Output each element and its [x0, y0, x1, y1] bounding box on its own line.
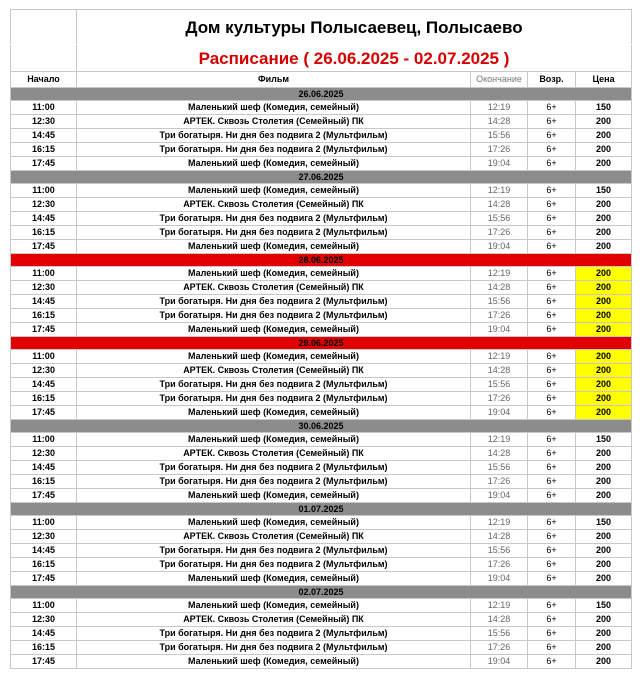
- session-age-rating: 6+: [528, 226, 576, 240]
- session-film-title: Три богатыря. Ни дня без подвига 2 (Мультфильм): [77, 544, 471, 558]
- subtitle-spacer: [11, 45, 77, 72]
- session-start-time: 12:30: [11, 281, 77, 295]
- date-label: 27.06.2025: [11, 171, 632, 184]
- session-age-rating: 6+: [528, 129, 576, 143]
- session-row: [11, 641, 632, 655]
- session-row: [11, 572, 632, 586]
- session-start-time: 11:00: [11, 599, 77, 613]
- date-label: 02.07.2025: [11, 586, 632, 599]
- session-film-title: Маленький шеф (Комедия, семейный): [77, 184, 471, 198]
- date-row: [11, 254, 632, 267]
- session-film-title: Три богатыря. Ни дня без подвига 2 (Мультфильм): [77, 475, 471, 489]
- session-age-rating: 6+: [528, 530, 576, 544]
- session-price: 200: [576, 392, 632, 406]
- column-header-price: Цена: [576, 72, 632, 88]
- session-start-time: 17:45: [11, 489, 77, 503]
- session-price: 200: [576, 572, 632, 586]
- session-price: 200: [576, 240, 632, 254]
- session-film-title: АРТЕК. Сквозь Столетия (Семейный) ПК: [77, 530, 471, 544]
- column-header-age: Возр.: [528, 72, 576, 88]
- column-header-end: Окончание: [471, 72, 528, 88]
- session-film-title: Три богатыря. Ни дня без подвига 2 (Мультфильм): [77, 558, 471, 572]
- session-row: [11, 489, 632, 503]
- session-price: 150: [576, 101, 632, 115]
- session-age-rating: 6+: [528, 475, 576, 489]
- session-end-time: 14:28: [471, 115, 528, 129]
- session-row: [11, 157, 632, 171]
- session-row: [11, 184, 632, 198]
- session-age-rating: 6+: [528, 295, 576, 309]
- session-film-title: Три богатыря. Ни дня без подвига 2 (Мультфильм): [77, 295, 471, 309]
- session-end-time: 14:28: [471, 530, 528, 544]
- session-end-time: 19:04: [471, 655, 528, 669]
- session-end-time: 14:28: [471, 198, 528, 212]
- date-row: [11, 586, 632, 599]
- session-start-time: 14:45: [11, 544, 77, 558]
- session-row: [11, 406, 632, 420]
- session-age-rating: 6+: [528, 392, 576, 406]
- session-film-title: Три богатыря. Ни дня без подвига 2 (Мультфильм): [77, 627, 471, 641]
- session-row: [11, 350, 632, 364]
- session-price: 200: [576, 323, 632, 337]
- session-age-rating: 6+: [528, 157, 576, 171]
- session-row: [11, 544, 632, 558]
- session-row: [11, 475, 632, 489]
- session-end-time: 14:28: [471, 613, 528, 627]
- schedule-table: [10, 9, 632, 669]
- date-label: 26.06.2025: [11, 88, 632, 101]
- date-row: [11, 88, 632, 101]
- session-age-rating: 6+: [528, 281, 576, 295]
- session-row: [11, 392, 632, 406]
- session-end-time: 12:19: [471, 516, 528, 530]
- session-start-time: 12:30: [11, 530, 77, 544]
- date-row: [11, 420, 632, 433]
- session-start-time: 11:00: [11, 433, 77, 447]
- schedule-body: [11, 88, 632, 669]
- session-price: 200: [576, 364, 632, 378]
- session-age-rating: 6+: [528, 447, 576, 461]
- session-age-rating: 6+: [528, 323, 576, 337]
- session-start-time: 12:30: [11, 115, 77, 129]
- session-start-time: 12:30: [11, 447, 77, 461]
- session-price: 200: [576, 378, 632, 392]
- title-spacer: [11, 10, 77, 45]
- session-row: [11, 267, 632, 281]
- session-row: [11, 378, 632, 392]
- session-start-time: 12:30: [11, 613, 77, 627]
- session-price: 200: [576, 641, 632, 655]
- session-row: [11, 323, 632, 337]
- session-age-rating: 6+: [528, 198, 576, 212]
- session-end-time: 17:26: [471, 309, 528, 323]
- session-price: 200: [576, 544, 632, 558]
- session-film-title: Маленький шеф (Комедия, семейный): [77, 157, 471, 171]
- session-end-time: 15:56: [471, 295, 528, 309]
- session-price: 200: [576, 157, 632, 171]
- session-start-time: 11:00: [11, 350, 77, 364]
- session-start-time: 12:30: [11, 198, 77, 212]
- session-film-title: Три богатыря. Ни дня без подвига 2 (Мультфильм): [77, 309, 471, 323]
- session-film-title: Три богатыря. Ни дня без подвига 2 (Мультфильм): [77, 129, 471, 143]
- session-start-time: 16:15: [11, 392, 77, 406]
- session-end-time: 12:19: [471, 599, 528, 613]
- session-row: [11, 309, 632, 323]
- session-age-rating: 6+: [528, 627, 576, 641]
- session-end-time: 15:56: [471, 212, 528, 226]
- session-price: 200: [576, 613, 632, 627]
- session-age-rating: 6+: [528, 433, 576, 447]
- session-start-time: 16:15: [11, 641, 77, 655]
- session-end-time: 19:04: [471, 323, 528, 337]
- session-age-rating: 6+: [528, 572, 576, 586]
- session-end-time: 14:28: [471, 447, 528, 461]
- session-end-time: 19:04: [471, 489, 528, 503]
- session-price: 200: [576, 530, 632, 544]
- session-end-time: 17:26: [471, 641, 528, 655]
- session-price: 200: [576, 406, 632, 420]
- session-start-time: 14:45: [11, 378, 77, 392]
- session-age-rating: 6+: [528, 212, 576, 226]
- session-age-rating: 6+: [528, 558, 576, 572]
- session-row: [11, 433, 632, 447]
- session-start-time: 14:45: [11, 212, 77, 226]
- session-price: 200: [576, 558, 632, 572]
- session-price: 200: [576, 350, 632, 364]
- session-row: [11, 295, 632, 309]
- session-film-title: Три богатыря. Ни дня без подвига 2 (Мультфильм): [77, 226, 471, 240]
- session-row: [11, 447, 632, 461]
- session-start-time: 14:45: [11, 461, 77, 475]
- session-end-time: 15:56: [471, 544, 528, 558]
- column-header-film: Фильм: [77, 72, 471, 88]
- session-film-title: Маленький шеф (Комедия, семейный): [77, 599, 471, 613]
- session-start-time: 14:45: [11, 129, 77, 143]
- session-start-time: 11:00: [11, 516, 77, 530]
- session-price: 200: [576, 489, 632, 503]
- session-age-rating: 6+: [528, 516, 576, 530]
- session-end-time: 19:04: [471, 406, 528, 420]
- session-start-time: 17:45: [11, 323, 77, 337]
- session-start-time: 16:15: [11, 143, 77, 157]
- session-start-time: 11:00: [11, 101, 77, 115]
- session-price: 200: [576, 475, 632, 489]
- session-end-time: 19:04: [471, 157, 528, 171]
- session-film-title: Три богатыря. Ни дня без подвига 2 (Мультфильм): [77, 392, 471, 406]
- session-start-time: 16:15: [11, 226, 77, 240]
- session-start-time: 11:00: [11, 184, 77, 198]
- session-end-time: 19:04: [471, 240, 528, 254]
- session-start-time: 11:00: [11, 267, 77, 281]
- session-age-rating: 6+: [528, 655, 576, 669]
- session-price: 200: [576, 129, 632, 143]
- session-price: 200: [576, 212, 632, 226]
- session-price: 200: [576, 143, 632, 157]
- session-age-rating: 6+: [528, 240, 576, 254]
- session-film-title: АРТЕК. Сквозь Столетия (Семейный) ПК: [77, 198, 471, 212]
- session-row: [11, 143, 632, 157]
- session-age-rating: 6+: [528, 613, 576, 627]
- session-start-time: 17:45: [11, 655, 77, 669]
- session-end-time: 14:28: [471, 364, 528, 378]
- session-price: 200: [576, 267, 632, 281]
- session-row: [11, 627, 632, 641]
- session-age-rating: 6+: [528, 115, 576, 129]
- session-film-title: Маленький шеф (Комедия, семейный): [77, 489, 471, 503]
- session-film-title: Маленький шеф (Комедия, семейный): [77, 516, 471, 530]
- session-film-title: Маленький шеф (Комедия, семейный): [77, 572, 471, 586]
- session-end-time: 15:56: [471, 378, 528, 392]
- session-end-time: 17:26: [471, 143, 528, 157]
- session-start-time: 17:45: [11, 572, 77, 586]
- session-film-title: Три богатыря. Ни дня без подвига 2 (Мультфильм): [77, 378, 471, 392]
- date-row: [11, 171, 632, 184]
- session-film-title: АРТЕК. Сквозь Столетия (Семейный) ПК: [77, 115, 471, 129]
- session-start-time: 17:45: [11, 240, 77, 254]
- session-end-time: 15:56: [471, 129, 528, 143]
- session-price: 200: [576, 281, 632, 295]
- session-start-time: 12:30: [11, 364, 77, 378]
- session-row: [11, 115, 632, 129]
- session-price: 200: [576, 655, 632, 669]
- session-age-rating: 6+: [528, 489, 576, 503]
- session-end-time: 12:19: [471, 350, 528, 364]
- session-age-rating: 6+: [528, 378, 576, 392]
- session-age-rating: 6+: [528, 267, 576, 281]
- session-start-time: 17:45: [11, 157, 77, 171]
- date-row: [11, 503, 632, 516]
- session-end-time: 15:56: [471, 627, 528, 641]
- session-film-title: Три богатыря. Ни дня без подвига 2 (Мультфильм): [77, 641, 471, 655]
- session-film-title: Маленький шеф (Комедия, семейный): [77, 433, 471, 447]
- date-label: 28.06.2025: [11, 254, 632, 267]
- session-end-time: 12:19: [471, 184, 528, 198]
- session-price: 200: [576, 226, 632, 240]
- session-end-time: 17:26: [471, 558, 528, 572]
- session-age-rating: 6+: [528, 309, 576, 323]
- session-film-title: АРТЕК. Сквозь Столетия (Семейный) ПК: [77, 447, 471, 461]
- session-price: 200: [576, 198, 632, 212]
- session-end-time: 19:04: [471, 572, 528, 586]
- session-price: 150: [576, 516, 632, 530]
- session-film-title: Три богатыря. Ни дня без подвига 2 (Мультфильм): [77, 212, 471, 226]
- session-age-rating: 6+: [528, 184, 576, 198]
- date-label: 30.06.2025: [11, 420, 632, 433]
- session-end-time: 17:26: [471, 392, 528, 406]
- session-row: [11, 461, 632, 475]
- session-row: [11, 364, 632, 378]
- session-price: 150: [576, 433, 632, 447]
- session-age-rating: 6+: [528, 364, 576, 378]
- session-film-title: Маленький шеф (Комедия, семейный): [77, 406, 471, 420]
- session-start-time: 14:45: [11, 627, 77, 641]
- session-film-title: АРТЕК. Сквозь Столетия (Семейный) ПК: [77, 281, 471, 295]
- session-start-time: 16:15: [11, 558, 77, 572]
- session-row: [11, 516, 632, 530]
- session-row: [11, 129, 632, 143]
- cinema-title: Дом культуры Полысаевец, Полысаево: [77, 10, 632, 45]
- session-end-time: 17:26: [471, 475, 528, 489]
- session-price: 150: [576, 184, 632, 198]
- session-start-time: 14:45: [11, 295, 77, 309]
- session-film-title: АРТЕК. Сквозь Столетия (Семейный) ПК: [77, 364, 471, 378]
- session-film-title: Маленький шеф (Комедия, семейный): [77, 267, 471, 281]
- session-film-title: Маленький шеф (Комедия, семейный): [77, 323, 471, 337]
- session-film-title: Маленький шеф (Комедия, семейный): [77, 101, 471, 115]
- session-row: [11, 599, 632, 613]
- date-label: 01.07.2025: [11, 503, 632, 516]
- session-film-title: Маленький шеф (Комедия, семейный): [77, 655, 471, 669]
- session-start-time: 17:45: [11, 406, 77, 420]
- session-film-title: Маленький шеф (Комедия, семейный): [77, 350, 471, 364]
- session-price: 200: [576, 627, 632, 641]
- schedule-period: Расписание ( 26.06.2025 - 02.07.2025 ): [77, 45, 632, 72]
- session-row: [11, 530, 632, 544]
- session-end-time: 12:19: [471, 267, 528, 281]
- session-film-title: Маленький шеф (Комедия, семейный): [77, 240, 471, 254]
- session-price: 200: [576, 115, 632, 129]
- session-row: [11, 198, 632, 212]
- session-age-rating: 6+: [528, 350, 576, 364]
- session-row: [11, 558, 632, 572]
- session-price: 150: [576, 599, 632, 613]
- session-age-rating: 6+: [528, 599, 576, 613]
- session-age-rating: 6+: [528, 461, 576, 475]
- session-film-title: АРТЕК. Сквозь Столетия (Семейный) ПК: [77, 613, 471, 627]
- session-row: [11, 613, 632, 627]
- session-start-time: 16:15: [11, 309, 77, 323]
- session-row: [11, 226, 632, 240]
- date-row: [11, 337, 632, 350]
- session-row: [11, 655, 632, 669]
- session-age-rating: 6+: [528, 544, 576, 558]
- session-age-rating: 6+: [528, 641, 576, 655]
- session-price: 200: [576, 295, 632, 309]
- session-price: 200: [576, 461, 632, 475]
- session-end-time: 14:28: [471, 281, 528, 295]
- session-film-title: Три богатыря. Ни дня без подвига 2 (Мультфильм): [77, 143, 471, 157]
- session-row: [11, 240, 632, 254]
- session-end-time: 12:19: [471, 433, 528, 447]
- session-row: [11, 212, 632, 226]
- session-end-time: 15:56: [471, 461, 528, 475]
- session-start-time: 16:15: [11, 475, 77, 489]
- session-row: [11, 101, 632, 115]
- date-label: 29.06.2025: [11, 337, 632, 350]
- session-age-rating: 6+: [528, 406, 576, 420]
- column-header-start: Начало: [11, 72, 77, 88]
- session-price: 200: [576, 447, 632, 461]
- session-film-title: Три богатыря. Ни дня без подвига 2 (Мультфильм): [77, 461, 471, 475]
- session-age-rating: 6+: [528, 101, 576, 115]
- session-row: [11, 281, 632, 295]
- session-age-rating: 6+: [528, 143, 576, 157]
- session-end-time: 12:19: [471, 101, 528, 115]
- session-price: 200: [576, 309, 632, 323]
- session-end-time: 17:26: [471, 226, 528, 240]
